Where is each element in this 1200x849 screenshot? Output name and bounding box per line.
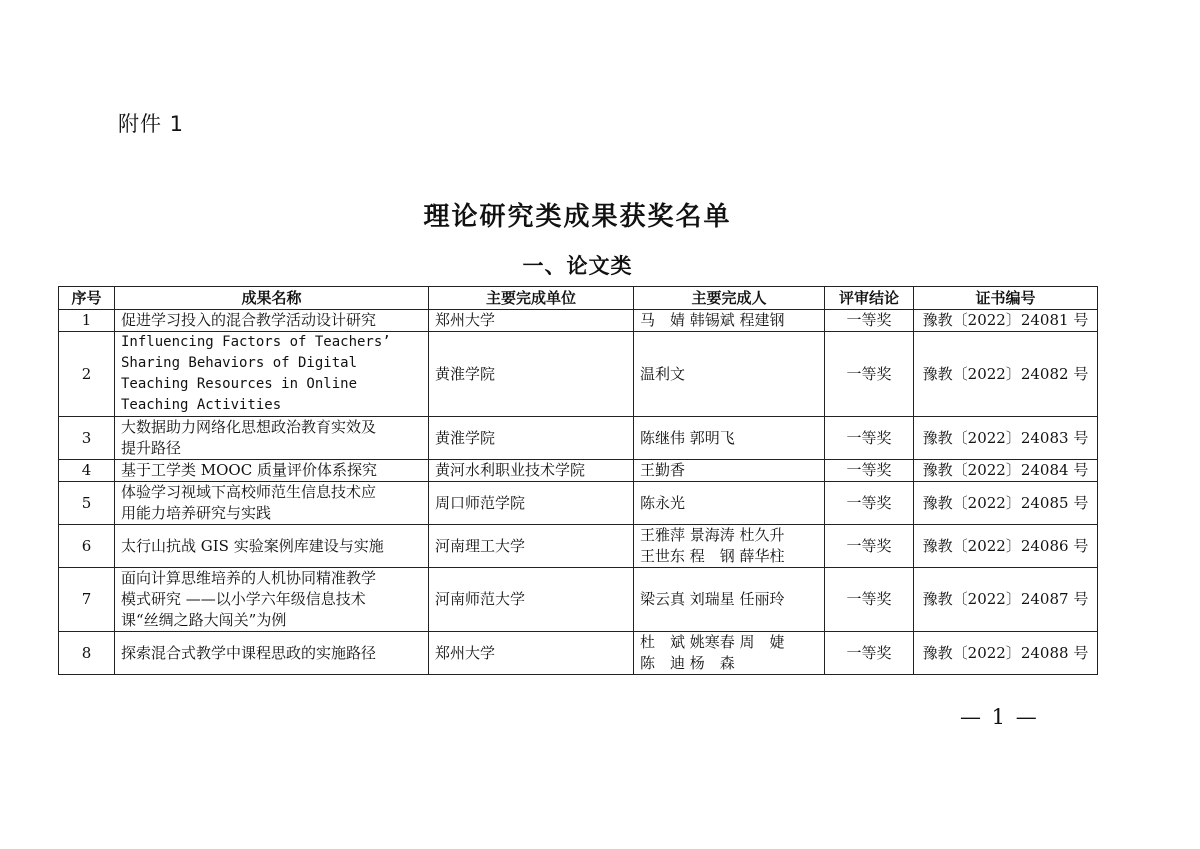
attachment-label: 附件 1 <box>118 112 185 136</box>
cell-no: 1 <box>59 310 115 332</box>
cell-unit: 河南理工大学 <box>429 525 634 568</box>
table-row <box>59 332 1098 417</box>
people-line: 梁云真 刘瑞星 任丽玲 <box>640 590 785 608</box>
cell-no: 3 <box>59 417 115 460</box>
table-row <box>59 310 1098 332</box>
cell-cert: 豫教〔2022〕24081 号 <box>914 310 1098 332</box>
cell-result: 一等奖 <box>825 525 914 568</box>
cell-unit: 黄淮学院 <box>429 417 634 460</box>
name-line: Influencing Factors of Teachers’ <box>121 334 391 350</box>
section-subtitle: 一、论文类 <box>522 254 633 278</box>
cell-result: 一等奖 <box>825 568 914 632</box>
people-line: 陈永光 <box>640 493 686 512</box>
name-line: 探索混合式教学中课程思政的实施路径 <box>121 643 377 662</box>
cell-cert: 豫教〔2022〕24087 号 <box>914 568 1098 632</box>
cell-no: 6 <box>59 525 115 568</box>
awards-table <box>58 286 1098 675</box>
table-row <box>59 632 1098 675</box>
cell-name <box>115 310 429 332</box>
cell-no: 7 <box>59 568 115 632</box>
cell-cert: 豫教〔2022〕24086 号 <box>914 525 1098 568</box>
name-line: Teaching Resources in Online <box>121 376 358 392</box>
cell-name <box>115 460 429 482</box>
people-line: 马 婧 韩锡斌 程建钢 <box>640 311 785 329</box>
document-title: 理论研究类成果获奖名单 <box>423 202 732 232</box>
name-line: 太行山抗战 GIS 实验案例库建设与实施 <box>121 536 384 555</box>
cell-unit: 黄淮学院 <box>429 332 634 417</box>
cell-people <box>634 417 825 460</box>
name-line: 基于工学类 MOOC 质量评价体系探究 <box>121 461 377 479</box>
cell-name <box>115 525 429 568</box>
cell-name <box>115 332 429 417</box>
cell-result: 一等奖 <box>825 482 914 525</box>
name-line: 促进学习投入的混合教学活动设计研究 <box>121 311 377 329</box>
name-line: 模式研究 ——以小学六年级信息技术 <box>121 590 366 608</box>
name-line: Teaching Activities <box>121 397 282 413</box>
people-line: 杜 斌 姚寒春 周 婕 <box>640 633 785 651</box>
cell-people <box>634 525 825 568</box>
table-row <box>59 482 1098 525</box>
cell-no: 8 <box>59 632 115 675</box>
cell-name <box>115 482 429 525</box>
table-body <box>59 310 1098 675</box>
name-line: 课“丝绸之路大闯关”为例 <box>121 611 287 629</box>
people-line: 王世东 程 钢 薛华柱 <box>640 547 785 565</box>
name-line: 面向计算思维培养的人机协同精准教学 <box>121 569 377 587</box>
name-line: 大数据助力网络化思想政治教育实效及 <box>121 418 377 436</box>
cell-name <box>115 632 429 675</box>
table-row <box>59 460 1098 482</box>
people-line: 温利文 <box>640 364 686 383</box>
cell-cert: 豫教〔2022〕24082 号 <box>914 332 1098 417</box>
people-line: 王勤香 <box>640 461 686 479</box>
cell-unit: 郑州大学 <box>429 310 634 332</box>
col-header-name: 成果名称 <box>115 287 429 310</box>
cell-no: 2 <box>59 332 115 417</box>
col-header-unit: 主要完成单位 <box>429 287 634 310</box>
cell-people <box>634 568 825 632</box>
people-line: 王雅萍 景海涛 杜久升 <box>640 526 785 544</box>
cell-no: 5 <box>59 482 115 525</box>
cell-cert: 豫教〔2022〕24085 号 <box>914 482 1098 525</box>
col-header-no: 序号 <box>59 287 115 310</box>
cell-people <box>634 460 825 482</box>
cell-unit: 河南师范大学 <box>429 568 634 632</box>
cell-people <box>634 332 825 417</box>
cell-unit: 周口师范学院 <box>429 482 634 525</box>
cell-name <box>115 417 429 460</box>
people-line: 陈继伟 郭明飞 <box>640 428 735 447</box>
cell-unit: 郑州大学 <box>429 632 634 675</box>
name-line: 体验学习视域下高校师范生信息技术应 <box>121 483 377 501</box>
table-row <box>59 568 1098 632</box>
cell-result: 一等奖 <box>825 460 914 482</box>
cell-no: 4 <box>59 460 115 482</box>
name-line: 提升路径 <box>121 439 182 457</box>
name-line: 用能力培养研究与实践 <box>121 504 272 522</box>
cell-cert: 豫教〔2022〕24084 号 <box>914 460 1098 482</box>
cell-result: 一等奖 <box>825 310 914 332</box>
col-header-result: 评审结论 <box>825 287 914 310</box>
table-row <box>59 525 1098 568</box>
table-row <box>59 417 1098 460</box>
people-line: 陈 迪 杨 森 <box>640 654 735 672</box>
page-number: — 1 — <box>960 705 1039 729</box>
col-header-people: 主要完成人 <box>634 287 825 310</box>
col-header-cert: 证书编号 <box>914 287 1098 310</box>
cell-people <box>634 482 825 525</box>
cell-cert: 豫教〔2022〕24083 号 <box>914 417 1098 460</box>
cell-name <box>115 568 429 632</box>
cell-result: 一等奖 <box>825 332 914 417</box>
cell-people <box>634 310 825 332</box>
name-line: Sharing Behaviors of Digital <box>121 355 358 371</box>
table-header-row <box>59 287 1098 310</box>
cell-unit: 黄河水利职业技术学院 <box>429 460 634 482</box>
cell-result: 一等奖 <box>825 417 914 460</box>
cell-cert: 豫教〔2022〕24088 号 <box>914 632 1098 675</box>
cell-result: 一等奖 <box>825 632 914 675</box>
cell-people <box>634 632 825 675</box>
